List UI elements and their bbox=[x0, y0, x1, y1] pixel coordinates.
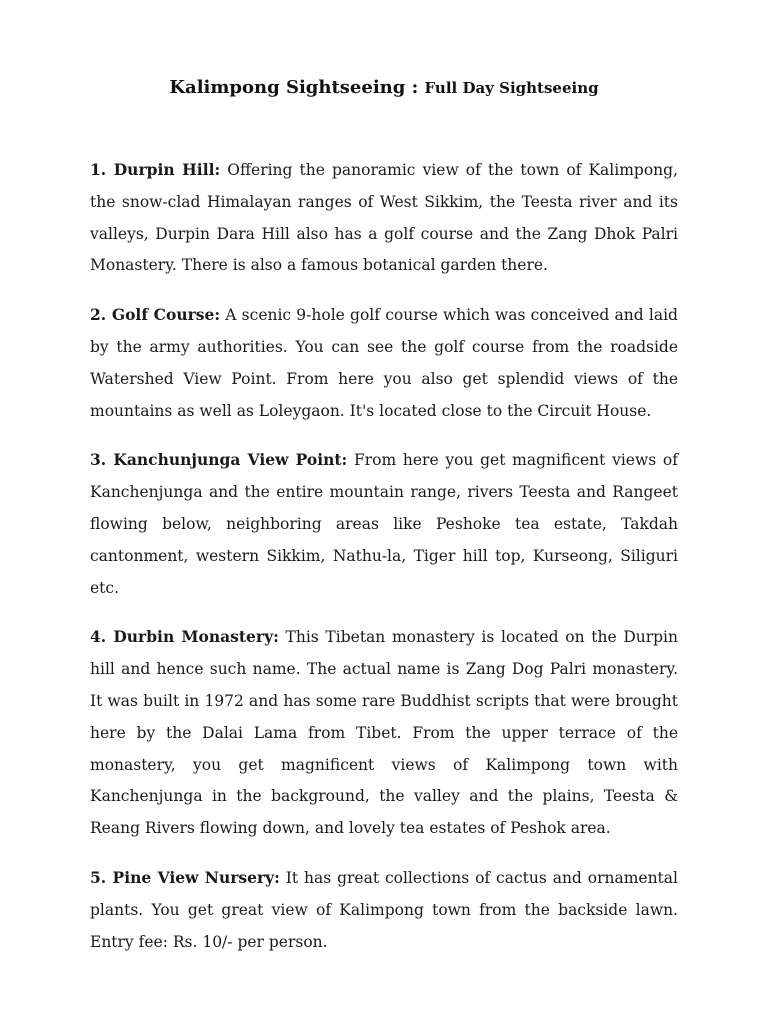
section-heading: 4. Durbin Monastery: bbox=[90, 627, 279, 647]
section-heading: 5. Pine View Nursery: bbox=[90, 867, 280, 887]
section-heading: 3. Kanchunjunga View Point: bbox=[90, 450, 348, 470]
section-text: From here you get magnificent views of Kanchenjunga and the entire mountain range, rivers Teesta and Rangeet flowing below, neighboring areas like Peshoke tea estate, Takdah cantonment, western Sikkim, Nathu-la, Tiger hill top, Kurseong, Siliguri etc. bbox=[90, 451, 678, 597]
document-title bbox=[90, 76, 678, 100]
section-text: Offering the panoramic view of the town of Kalimpong, the snow-clad Himalayan ranges of West Sikkim, the Teesta river and its valleys, Durpin Dara Hill also has a golf course and the Zang Dhok Palri Monastery. There is also a famous botanical garden there. bbox=[90, 161, 678, 275]
section-heading: 1. Durpin Hill: bbox=[90, 160, 221, 179]
section-golf-course bbox=[90, 299, 678, 427]
document-page bbox=[90, 0, 678, 958]
title-main: Kalimpong Sightseeing : bbox=[169, 77, 419, 98]
section-text: This Tibetan monastery is located on the Durpin hill and hence such name. The actual name is Zang Dog Palri monastery. It was built in 1972 and has some rare Buddhist scripts that were brought here by the Dalai Lama from Tibet. From the upper terrace of the monastery, you get magnificent views of Kalimpong town with Kanchenjunga in the background, the valley and the plains, Teesta & Reang Rivers flowing down, and lovely tea estates of Peshok area. bbox=[90, 628, 678, 838]
section-pine-view-nursery bbox=[90, 862, 678, 958]
title-sub: Full Day Sightseeing bbox=[424, 79, 599, 97]
section-text: It has great collections of cactus and ornamental plants. You get great view of Kalimpong town from the backside lawn. Entry fee: Rs. 10/- per person. bbox=[90, 868, 678, 951]
section-kanchunjunga-view-point bbox=[90, 444, 678, 604]
section-text: A scenic 9-hole golf course which was conceived and laid by the army authorities. You can see the golf course from the roadside Watershed View Point. From here you also get splendid views of the mountains as well as Loleygaon. It's located close to the Circuit House. bbox=[90, 306, 678, 420]
section-durbin-monastery bbox=[90, 621, 678, 845]
section-heading: 2. Golf Course: bbox=[90, 305, 221, 325]
section-durpin-hill bbox=[90, 154, 678, 282]
